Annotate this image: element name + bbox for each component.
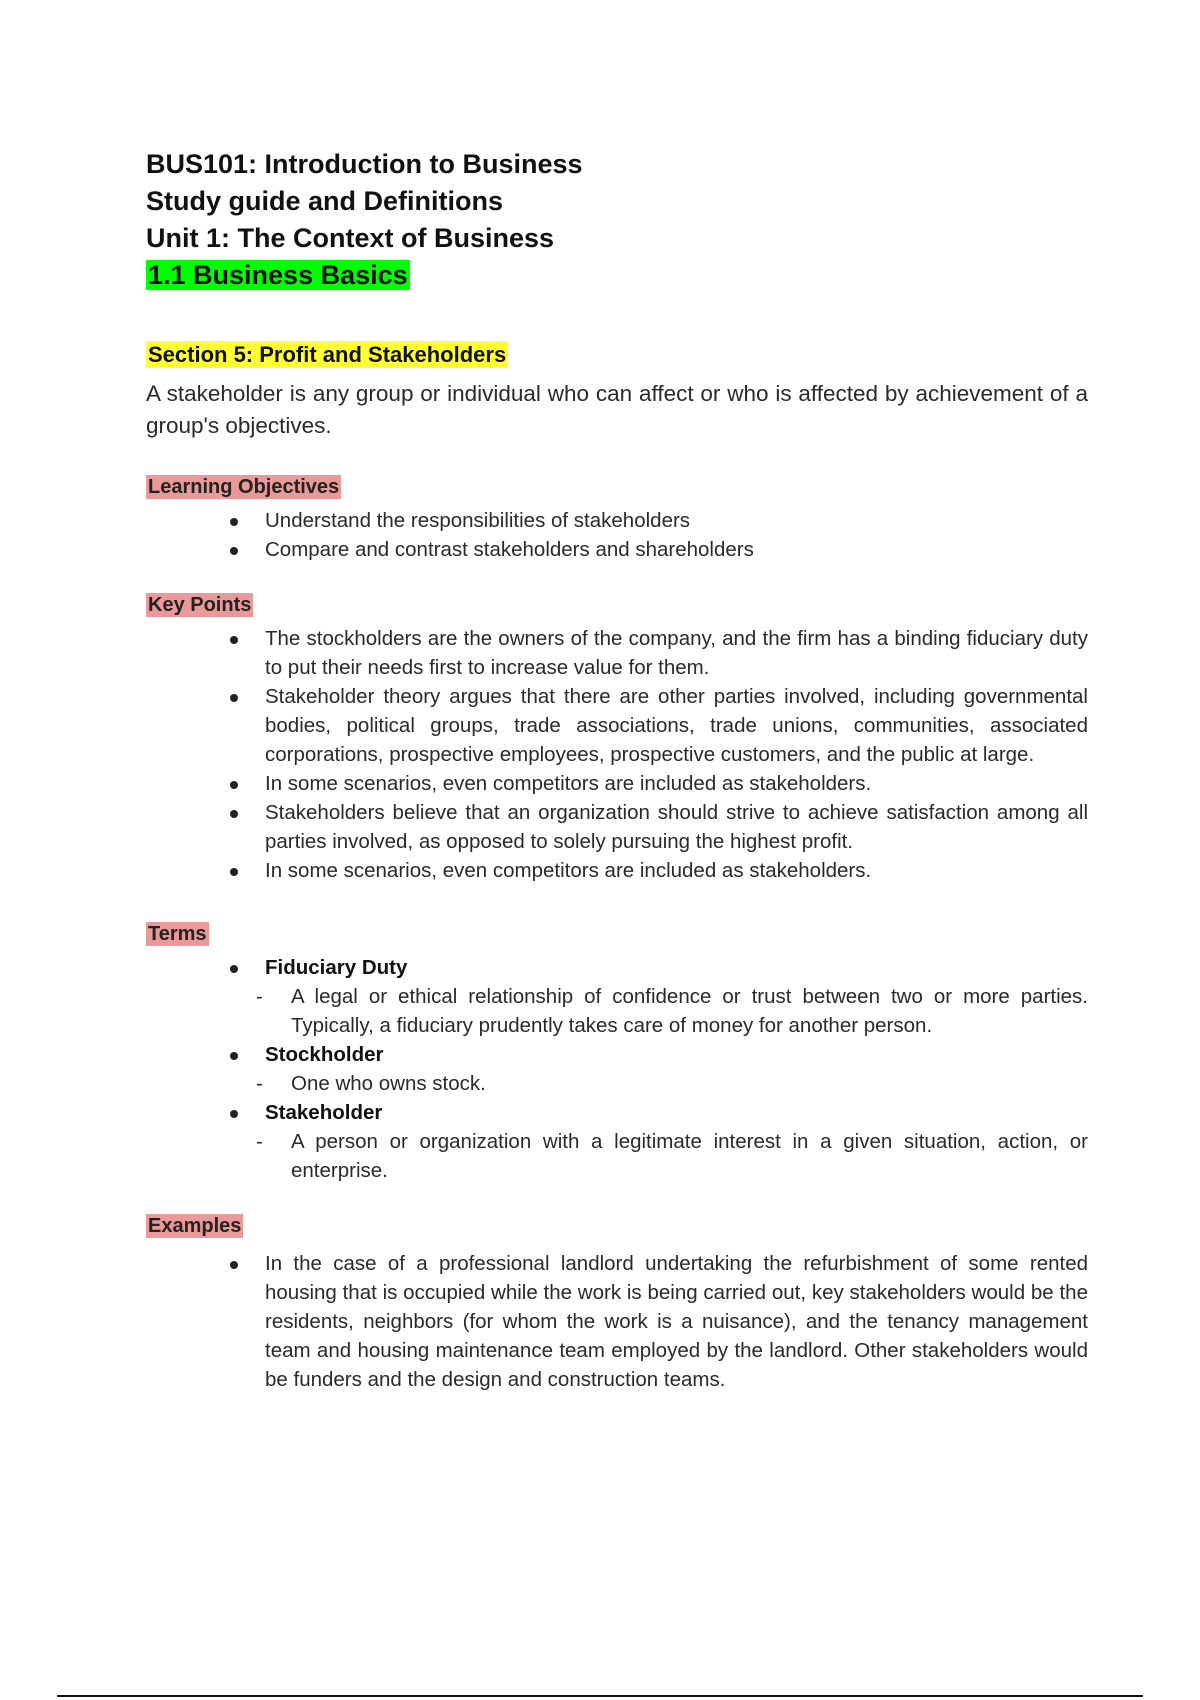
dash-icon: - <box>256 1072 263 1095</box>
term-item <box>146 1040 1088 1069</box>
section-title <box>146 340 1088 370</box>
list-item <box>146 624 1088 682</box>
list-item <box>146 1249 1088 1394</box>
subunit-title <box>146 257 1088 294</box>
term-definition-text: A legal or ethical relationship of confidence or trust between two or more parties. Typically, a fiduciary prudently takes care of money for another person. <box>291 985 1088 1037</box>
terms-list <box>146 953 1088 982</box>
key-points-label: Key Points <box>148 594 252 616</box>
examples-list <box>146 1249 1088 1394</box>
section-intro: A stakeholder is any group or individual who can affect or who is affected by achievement of a group's objectives. <box>146 381 1088 438</box>
list-item <box>146 769 1088 798</box>
bullet-icon <box>230 1261 238 1269</box>
terms-list <box>146 1040 1088 1069</box>
course-title: BUS101: Introduction to Business <box>146 149 583 179</box>
examples-heading <box>146 1213 1088 1239</box>
page-bottom-rule <box>57 1695 1143 1697</box>
key-points-heading <box>146 592 1088 618</box>
learning-objectives-heading <box>146 474 1088 500</box>
list-item-text: In some scenarios, even competitors are included as stakeholders. <box>265 859 872 882</box>
examples-label: Examples <box>148 1215 242 1237</box>
list-item <box>146 506 1088 535</box>
bullet-icon <box>230 1110 238 1118</box>
bullet-icon <box>230 810 238 818</box>
term-title: Stockholder <box>265 1043 384 1066</box>
term-definition-text: One who owns stock. <box>291 1072 486 1095</box>
bullet-icon <box>230 1052 238 1060</box>
bullet-icon <box>230 781 238 789</box>
dash-icon: - <box>256 1130 263 1153</box>
list-item <box>146 856 1088 885</box>
bullet-icon <box>230 518 238 526</box>
term-definition <box>146 1127 1088 1185</box>
dash-icon: - <box>256 985 263 1008</box>
bullet-icon <box>230 965 238 973</box>
list-item-text: Compare and contrast stakeholders and shareholders <box>265 538 754 561</box>
learning-objectives-label: Learning Objectives <box>148 476 340 498</box>
bullet-icon <box>230 868 238 876</box>
bullet-icon <box>230 547 238 555</box>
term-definition-text: A person or organization with a legitimate interest in a given situation, action, or enterprise. <box>291 1130 1088 1182</box>
term-title: Fiduciary Duty <box>265 956 408 979</box>
document-page <box>146 146 1088 1394</box>
list-item-text: The stockholders are the owners of the company, and the firm has a binding fiduciary duty to put their needs first to increase value for them. <box>265 627 1088 679</box>
guide-title: Study guide and Definitions <box>146 186 503 216</box>
term-definition <box>146 1069 1088 1098</box>
list-item <box>146 535 1088 564</box>
subunit-highlight: 1.1 Business Basics <box>148 260 408 290</box>
unit-title: Unit 1: The Context of Business <box>146 223 555 253</box>
list-item <box>146 682 1088 769</box>
term-title: Stakeholder <box>265 1101 383 1124</box>
term-definition <box>146 982 1088 1040</box>
list-item-text: In some scenarios, even competitors are included as stakeholders. <box>265 772 872 795</box>
list-item <box>146 798 1088 856</box>
term-item <box>146 1098 1088 1127</box>
list-item-text: Stakeholder theory argues that there are other parties involved, including governmental bodies, political groups, trade associations, trade unions, communities, associated corporations, prospective employees, prospective customers, and the public at large. <box>265 685 1088 766</box>
list-item-text: In the case of a professional landlord undertaking the refurbishment of some rented housing that is occupied while the work is being carried out, key stakeholders would be the residents, neighbors (for whom the work is a nuisance), and the tenancy management team and housing maintenance team employed by the landlord. Other stakeholders would be funders and the design and construction teams. <box>265 1252 1088 1391</box>
bullet-icon <box>230 636 238 644</box>
terms-list <box>146 1098 1088 1127</box>
terms-label: Terms <box>148 923 207 945</box>
term-item <box>146 953 1088 982</box>
terms-heading <box>146 921 1088 947</box>
learning-objectives-list <box>146 506 1088 564</box>
bullet-icon <box>230 694 238 702</box>
list-item-text: Stakeholders believe that an organization should strive to achieve satisfaction among all parties involved, as opposed to solely pursuing the highest profit. <box>265 801 1088 853</box>
key-points-list <box>146 624 1088 885</box>
list-item-text: Understand the responsibilities of stakeholders <box>265 509 691 532</box>
section-title-highlight: Section 5: Profit and Stakeholders <box>148 342 507 367</box>
